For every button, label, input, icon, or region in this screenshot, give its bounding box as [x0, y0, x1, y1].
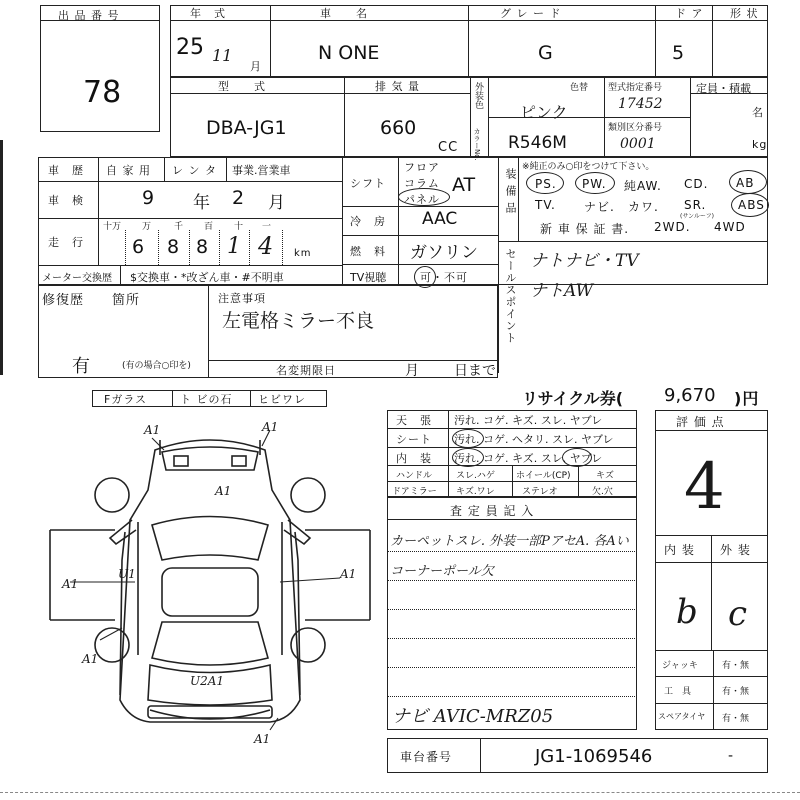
month-value: 11: [212, 46, 233, 65]
shift-panel-circle: [398, 188, 450, 206]
interior-grade-label: 内 装: [664, 543, 695, 557]
mileage-unit: km: [294, 248, 312, 259]
equipment-note: ※純正のみ○印をつけて下さい。: [522, 162, 655, 172]
recycle-label: リサイクル券(: [522, 389, 624, 408]
lot-number: 78: [83, 75, 122, 110]
equip-ps: PS.: [535, 177, 557, 191]
color-change-label: 色替: [570, 83, 589, 93]
history-option-rental: レ ン タ: [172, 164, 217, 177]
displacement-unit: CC: [438, 140, 459, 155]
fuel-label: 燃 料: [350, 245, 386, 258]
tools-label: 工 具: [664, 687, 692, 697]
color-value: ピンク: [520, 103, 568, 122]
shift-option-panel: パネル: [404, 193, 440, 206]
glass-crack: ヒビワレ: [258, 393, 306, 406]
transfer-deadline-label: 名変期限日: [276, 364, 336, 377]
mileage-header-1: 一: [262, 222, 272, 232]
grade-label: グ レ ー ド: [500, 7, 562, 20]
inspection-month: 2: [232, 187, 245, 209]
damage-mark-9: A1: [254, 732, 271, 746]
equip-ab: AB: [736, 176, 755, 190]
damage-mark-7: A1: [82, 652, 99, 666]
shift-label: シフト: [350, 177, 386, 190]
history-option-business: 事業.営業車: [232, 164, 291, 177]
interior-row-ceiling-label: 天 張: [396, 414, 432, 427]
mileage-header-100: 百: [204, 222, 214, 232]
mileage-digit-10k: 6: [132, 236, 145, 258]
inspection-month-unit: 月: [268, 193, 286, 213]
type-designation-value: 17452: [618, 96, 663, 112]
wheel-value: キズ: [596, 471, 614, 481]
capacity-label: 定員・積載: [696, 82, 751, 95]
inspector-line-2: コーナーポール欠: [390, 564, 494, 579]
handle-label: ハンドル: [396, 471, 433, 481]
fuel-value: ガソリン: [410, 243, 478, 263]
sales-point-line-2: ナトAW: [530, 281, 594, 301]
type-designation-label: 型式指定番号: [608, 83, 663, 93]
interior-row-ceiling-value: 汚れ. コゲ. キズ. スレ. ヤブレ: [454, 414, 603, 427]
meter-label: メーター交換歴: [42, 273, 112, 284]
shift-option-column: コラム: [404, 177, 440, 190]
ac-label: 冷 房: [350, 215, 386, 228]
doors-label: ド ア: [675, 7, 704, 20]
stereo-label: ステレオ: [522, 487, 558, 497]
equip-warranty: 新 車 保 証 書.: [540, 222, 630, 236]
inspector-title: 査 定 員 記 入: [450, 504, 535, 518]
equipment-side-label: 装備品: [504, 168, 517, 219]
inspector-line-7: ナビ AVIC-MRZ05: [392, 706, 554, 727]
equip-cd: CD.: [684, 177, 709, 191]
capacity-unit-kg: kg: [752, 138, 768, 151]
color-code-label: カラーNo.: [473, 128, 481, 161]
mileage-digit-1: 4: [258, 232, 274, 260]
tools-value: 有・無: [722, 687, 750, 697]
jack-value: 有・無: [722, 661, 750, 671]
equip-pw-circle: [575, 172, 615, 194]
recycle-amount: 9,670: [664, 385, 716, 406]
shift-value: AT: [452, 174, 476, 196]
mileage-digit-10: 1: [227, 234, 241, 259]
displacement-label: 排 気 量: [375, 80, 420, 93]
sales-point-line-1: ナトナビ・TV: [530, 251, 639, 271]
equip-ps-circle: [526, 172, 564, 194]
inspector-line-1: カーペットスレ. 外装一部PアセA. 各Aい: [390, 534, 629, 549]
mileage-header-10k: 万: [142, 222, 152, 232]
transfer-month: 月: [405, 363, 420, 379]
exterior-grade-label: 外 装: [720, 543, 751, 557]
equip-abs: ABS: [738, 198, 765, 212]
exterior-color-side-label: 外装色: [473, 82, 483, 109]
meter-note: $交換車・*改ざん車・#不明車: [130, 271, 284, 284]
mileage-header-1k: 千: [174, 222, 184, 232]
jack-label: ジャッキ: [662, 661, 698, 671]
car-diagram: [40, 410, 380, 750]
capacity-unit-persons: 名: [752, 106, 764, 119]
damage-mark-3: A1: [215, 484, 232, 498]
model-name: N ONE: [318, 42, 380, 64]
equip-tv: TV.: [535, 198, 556, 212]
score-value: 4: [684, 450, 725, 524]
chassis-number: JG1-1069546: [535, 746, 653, 767]
score-label: 評 価 点: [676, 415, 725, 429]
equip-leather: カワ.: [628, 200, 659, 214]
mileage-digit-1k: 8: [167, 236, 180, 258]
repair-value: 有: [72, 356, 90, 377]
handle-value: スレ.ハゲ: [456, 471, 495, 481]
inspection-label: 車 検: [48, 194, 84, 207]
door-mirror-value: キズ.ワレ: [456, 487, 495, 497]
equip-sr: SR.: [684, 198, 707, 212]
year-value: 25: [176, 35, 204, 60]
interior-grade-value: b: [676, 592, 698, 632]
repair-label: 修復歴: [42, 293, 85, 308]
exterior-grade-value: c: [728, 594, 748, 634]
damage-mark-6: U1: [118, 567, 136, 581]
seat-stain-circle: [452, 429, 484, 448]
tv-label: TV視聴: [350, 271, 387, 284]
grade-value: G: [538, 42, 553, 64]
lot-number-label: 出 品 番 号: [58, 9, 120, 22]
mileage-header-10: 十: [234, 222, 244, 232]
interior-row-trim-label: 内 装: [396, 452, 432, 465]
stereo-value: 欠.穴: [592, 487, 613, 497]
lot-number-box: [40, 5, 160, 132]
wheel-label: ホイール(CP): [516, 471, 571, 481]
class-number-label: 類別区分番号: [608, 123, 663, 133]
damage-mark-5: A1: [340, 567, 357, 581]
damage-mark-1: A1: [144, 423, 161, 437]
recycle-unit: )円: [734, 389, 760, 408]
repair-spot-label: 箇所: [112, 293, 141, 308]
history-label: 車 歴: [48, 164, 84, 177]
trim-stain-circle: [452, 448, 484, 467]
history-option-private: 自 家 用: [106, 164, 151, 177]
interior-row-seat-value: 汚れ. コゲ. ヘタリ. スレ. ヤブレ: [454, 433, 614, 446]
glass-front: Fガラス: [104, 393, 147, 406]
damage-mark-2: A1: [262, 420, 279, 434]
shift-option-floor: フロア: [404, 161, 440, 174]
inspection-year: 9: [142, 187, 155, 209]
chassis-label: 車台番号: [400, 750, 453, 764]
damage-mark-4: A1: [62, 577, 79, 591]
interior-row-trim-value: 汚れ. コゲ. キズ. スレ. ヤブレ: [454, 452, 603, 465]
mileage-header-100k: 十万: [103, 222, 122, 232]
interior-row-seat-label: シート: [396, 433, 432, 446]
damage-mark-8: U2A1: [190, 674, 225, 688]
glass-chip: ト ビの石: [180, 393, 233, 406]
tv-options: 可・不可: [420, 271, 468, 284]
spare-tire-value: 有・無: [722, 714, 750, 724]
type-value: DBA-JG1: [206, 117, 287, 139]
doors-value: 5: [672, 42, 685, 64]
shape-label: 形 状: [730, 7, 759, 20]
model-name-label: 車 名: [320, 7, 368, 20]
equip-4wd: 4WD: [714, 220, 746, 234]
door-mirror-label: ドアミラー: [392, 487, 437, 497]
color-code: R546M: [508, 133, 567, 153]
chassis-suffix: -: [728, 748, 735, 764]
transfer-day: 日まで: [454, 363, 496, 379]
spare-tire-label: スペアタイヤ: [658, 712, 706, 721]
sales-point-side-label: セールスポイント: [504, 248, 517, 344]
type-label: 型 式: [218, 80, 266, 93]
displacement-value: 660: [380, 117, 417, 139]
equip-sr-note: (サンルーフ): [680, 213, 714, 220]
repair-note: (有の場合○印を): [122, 361, 191, 371]
inspection-year-unit: 年: [193, 193, 211, 213]
equip-navi: ナビ.: [584, 200, 615, 214]
equip-2wd: 2WD.: [654, 220, 691, 234]
caution-label: 注意事項: [218, 292, 266, 305]
year-label: 年 式: [190, 7, 226, 20]
caution-value: 左電格ミラー不良: [222, 310, 375, 332]
equip-ab-circle: [729, 170, 767, 194]
month-unit: 月: [250, 60, 262, 73]
class-number-value: 0001: [620, 136, 656, 152]
equip-abs-circle: [731, 193, 769, 217]
ac-value: AAC: [422, 209, 458, 229]
trim-wear-circle: [562, 448, 592, 467]
equip-pw: PW.: [582, 177, 607, 191]
mileage-digit-100: 8: [196, 236, 209, 258]
mileage-label: 走 行: [48, 236, 84, 249]
equip-alloy: 純AW.: [624, 179, 662, 193]
